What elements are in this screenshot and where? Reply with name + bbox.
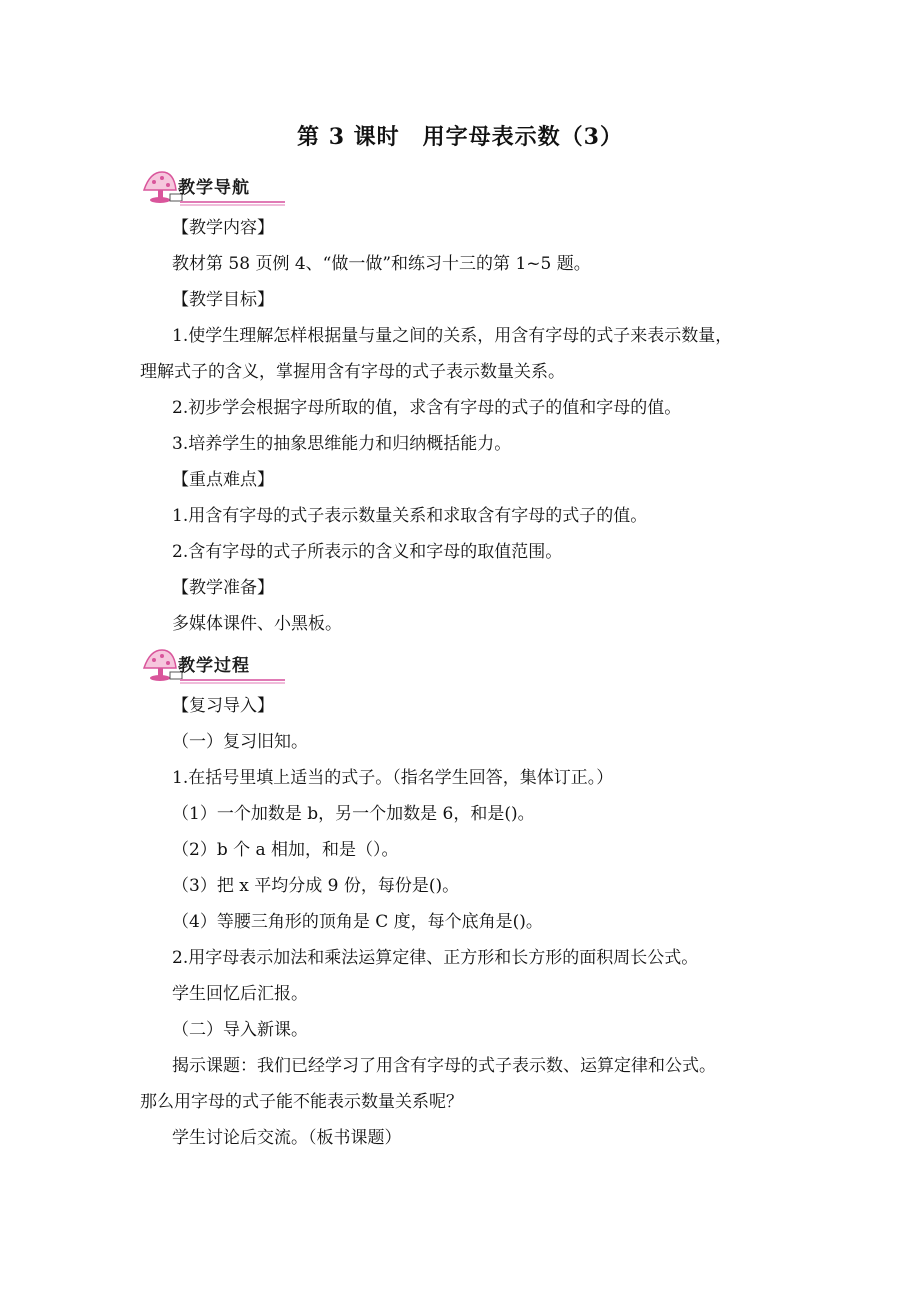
text-line: 1.使学生理解怎样根据量与量之间的关系，用含有字母的式子来表示数量， (172, 326, 733, 346)
text-line: （2）b 个 a 相加，和是（）。 (172, 840, 399, 860)
section-badge-process (140, 646, 285, 686)
text-line: 学生回忆后汇报。 (172, 984, 308, 1004)
text-line: （一）复习旧知。 (172, 732, 308, 752)
heading-preparation: 【教学准备】 (172, 578, 274, 598)
heading-review: 【复习导入】 (172, 696, 274, 716)
text-line: 2.初步学会根据字母所取的值，求含有字母的式子的值和字母的值。 (172, 398, 682, 418)
text-line: 学生讨论后交流。（板书课题） (172, 1128, 402, 1148)
text-line: 1.用含有字母的式子表示数量关系和求取含有字母的式子的值。 (172, 506, 648, 526)
text-line: （二）导入新课。 (172, 1020, 308, 1040)
text-line: （1）一个加数是 b，另一个加数是 6，和是()。 (172, 804, 535, 824)
page-title: 第 3 课时 用字母表示数（3） (297, 124, 623, 150)
text-line: 教材第 58 页例 4、“做一做”和练习十三的第 1~5 题。 (172, 254, 591, 274)
heading-content: 【教学内容】 (172, 218, 274, 238)
text-line: 1.在括号里填上适当的式子。（指名学生回答，集体订正。） (172, 768, 614, 788)
text-line: （4）等腰三角形的顶角是 C 度，每个底角是()。 (172, 912, 543, 932)
heading-key-points: 【重点难点】 (172, 470, 274, 490)
text-line: 那么用字母的式子能不能表示数量关系呢？ (140, 1092, 463, 1112)
section-label-nav: 教学导航 (178, 178, 250, 198)
text-line: 多媒体课件、小黑板。 (172, 614, 342, 634)
text-line: （3）把 x 平均分成 9 份，每份是()。 (172, 876, 460, 896)
heading-goals: 【教学目标】 (172, 290, 274, 310)
text-line: 2.含有字母的式子所表示的含义和字母的取值范围。 (172, 542, 563, 562)
text-line: 3.培养学生的抽象思维能力和归纳概括能力。 (172, 434, 512, 454)
text-line: 2.用字母表示加法和乘法运算定律、正方形和长方形的面积周长公式。 (172, 948, 699, 968)
text-line: 揭示课题：我们已经学习了用含有字母的式子表示数、运算定律和公式。 (172, 1056, 716, 1076)
section-label-process: 教学过程 (178, 656, 250, 676)
section-badge-nav (140, 168, 285, 208)
text-line: 理解式子的含义，掌握用含有字母的式子表示数量关系。 (140, 362, 565, 382)
